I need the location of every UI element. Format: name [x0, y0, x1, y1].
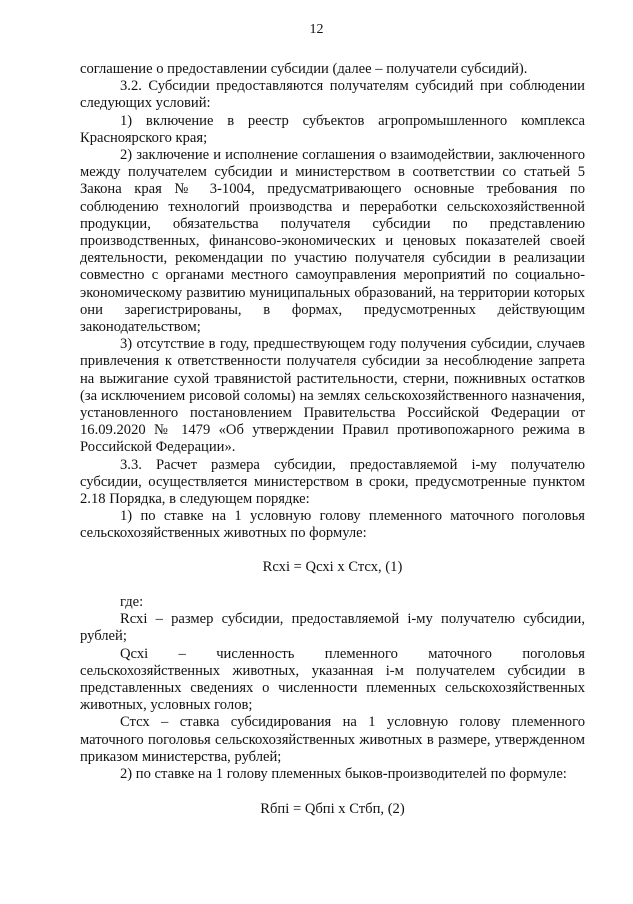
page-number: 12: [309, 22, 324, 37]
paragraph-3-3: 3.3. Расчет размера субсидии, предоставляемой i-му получателю субсидии, осуществляется министерством в сроки, предусмотренные пунктом 2.18 Порядка, в следующем порядке:: [80, 456, 585, 508]
paragraph-condition-2: 2) заключение и исполнение соглашения о взаимодействии, заключенного между получателем субсидии и министерством в соответствии со статьей 5 Закона края № 3-1004, предусматривающего основные требования по соблюдению технологий производства и переработки сельскохозяйственной продукции, обязательства получателя субсидии по представлению производственных, финансово-экономических и ценовых показателей своей деятельности, рекомендации по участию получателя субсидии в реализации совместно с органами местного самоуправления мероприятий по социально-экономическому развитию муниципальных образований, на территории которых они зарегистрированы, в формах, предусмотренных действующим законодательством;: [80, 147, 585, 336]
formula-2: Rбпi = Qбпi х Стбп, (2): [260, 801, 405, 818]
paragraph-condition-1: 1) включение в реестр субъектов агропромышленного комплекса Красноярского края;: [80, 112, 585, 146]
definition-stsx: Стсх – ставка субсидирования на 1 условную голову племенного маточного поголовья сельскохозяйственных животных в размере, утвержденном приказом министерства, рублей;: [80, 714, 585, 765]
paragraph-intro: соглашение о предоставлении субсидии (далее – получатели субсидий).: [80, 61, 528, 77]
definition-qsxi: Qсхi – численность племенного маточного поголовья сельскохозяйственных животных, указанная i-м получателем субсидии в представленных сведениях о численности племенных сельскохозяйственных животных, условных голов;: [80, 645, 585, 714]
paragraph-3-2: 3.2. Субсидии предоставляются получателям субсидий при соблюдении следующих условий:: [80, 78, 585, 112]
paragraph-condition-3: 3) отсутствие в году, предшествующем году получения субсидии, случаев привлечения к ответственности получателя субсидии за несоблюдение запрета на выжигание сухой травянистой растительности, стерни, пожнивных остатков (за исключением рисовой соломы) на землях сельскохозяйственного назначения, установленного постановлением Правительства Российской Федерации от 16.09.2020 № 1479 «Об утверждении Правил противопожарного режима в Российской Федерации».: [80, 336, 585, 456]
definition-rsxi: Rсхi – размер субсидии, предоставляемой i-му получателю субсидии, рублей;: [80, 611, 585, 645]
paragraph-rate-1: 1) по ставке на 1 условную голову племенного маточного поголовья сельскохозяйственных животных по формуле:: [80, 508, 585, 542]
paragraph-rate-2: 2) по ставке на 1 голову племенных быков-производителей по формуле:: [120, 765, 567, 782]
where-label: где:: [120, 593, 144, 610]
document-body: [80, 61, 585, 818]
formula-1: Rсхi = Qсхi х Стсх, (1): [262, 558, 403, 575]
